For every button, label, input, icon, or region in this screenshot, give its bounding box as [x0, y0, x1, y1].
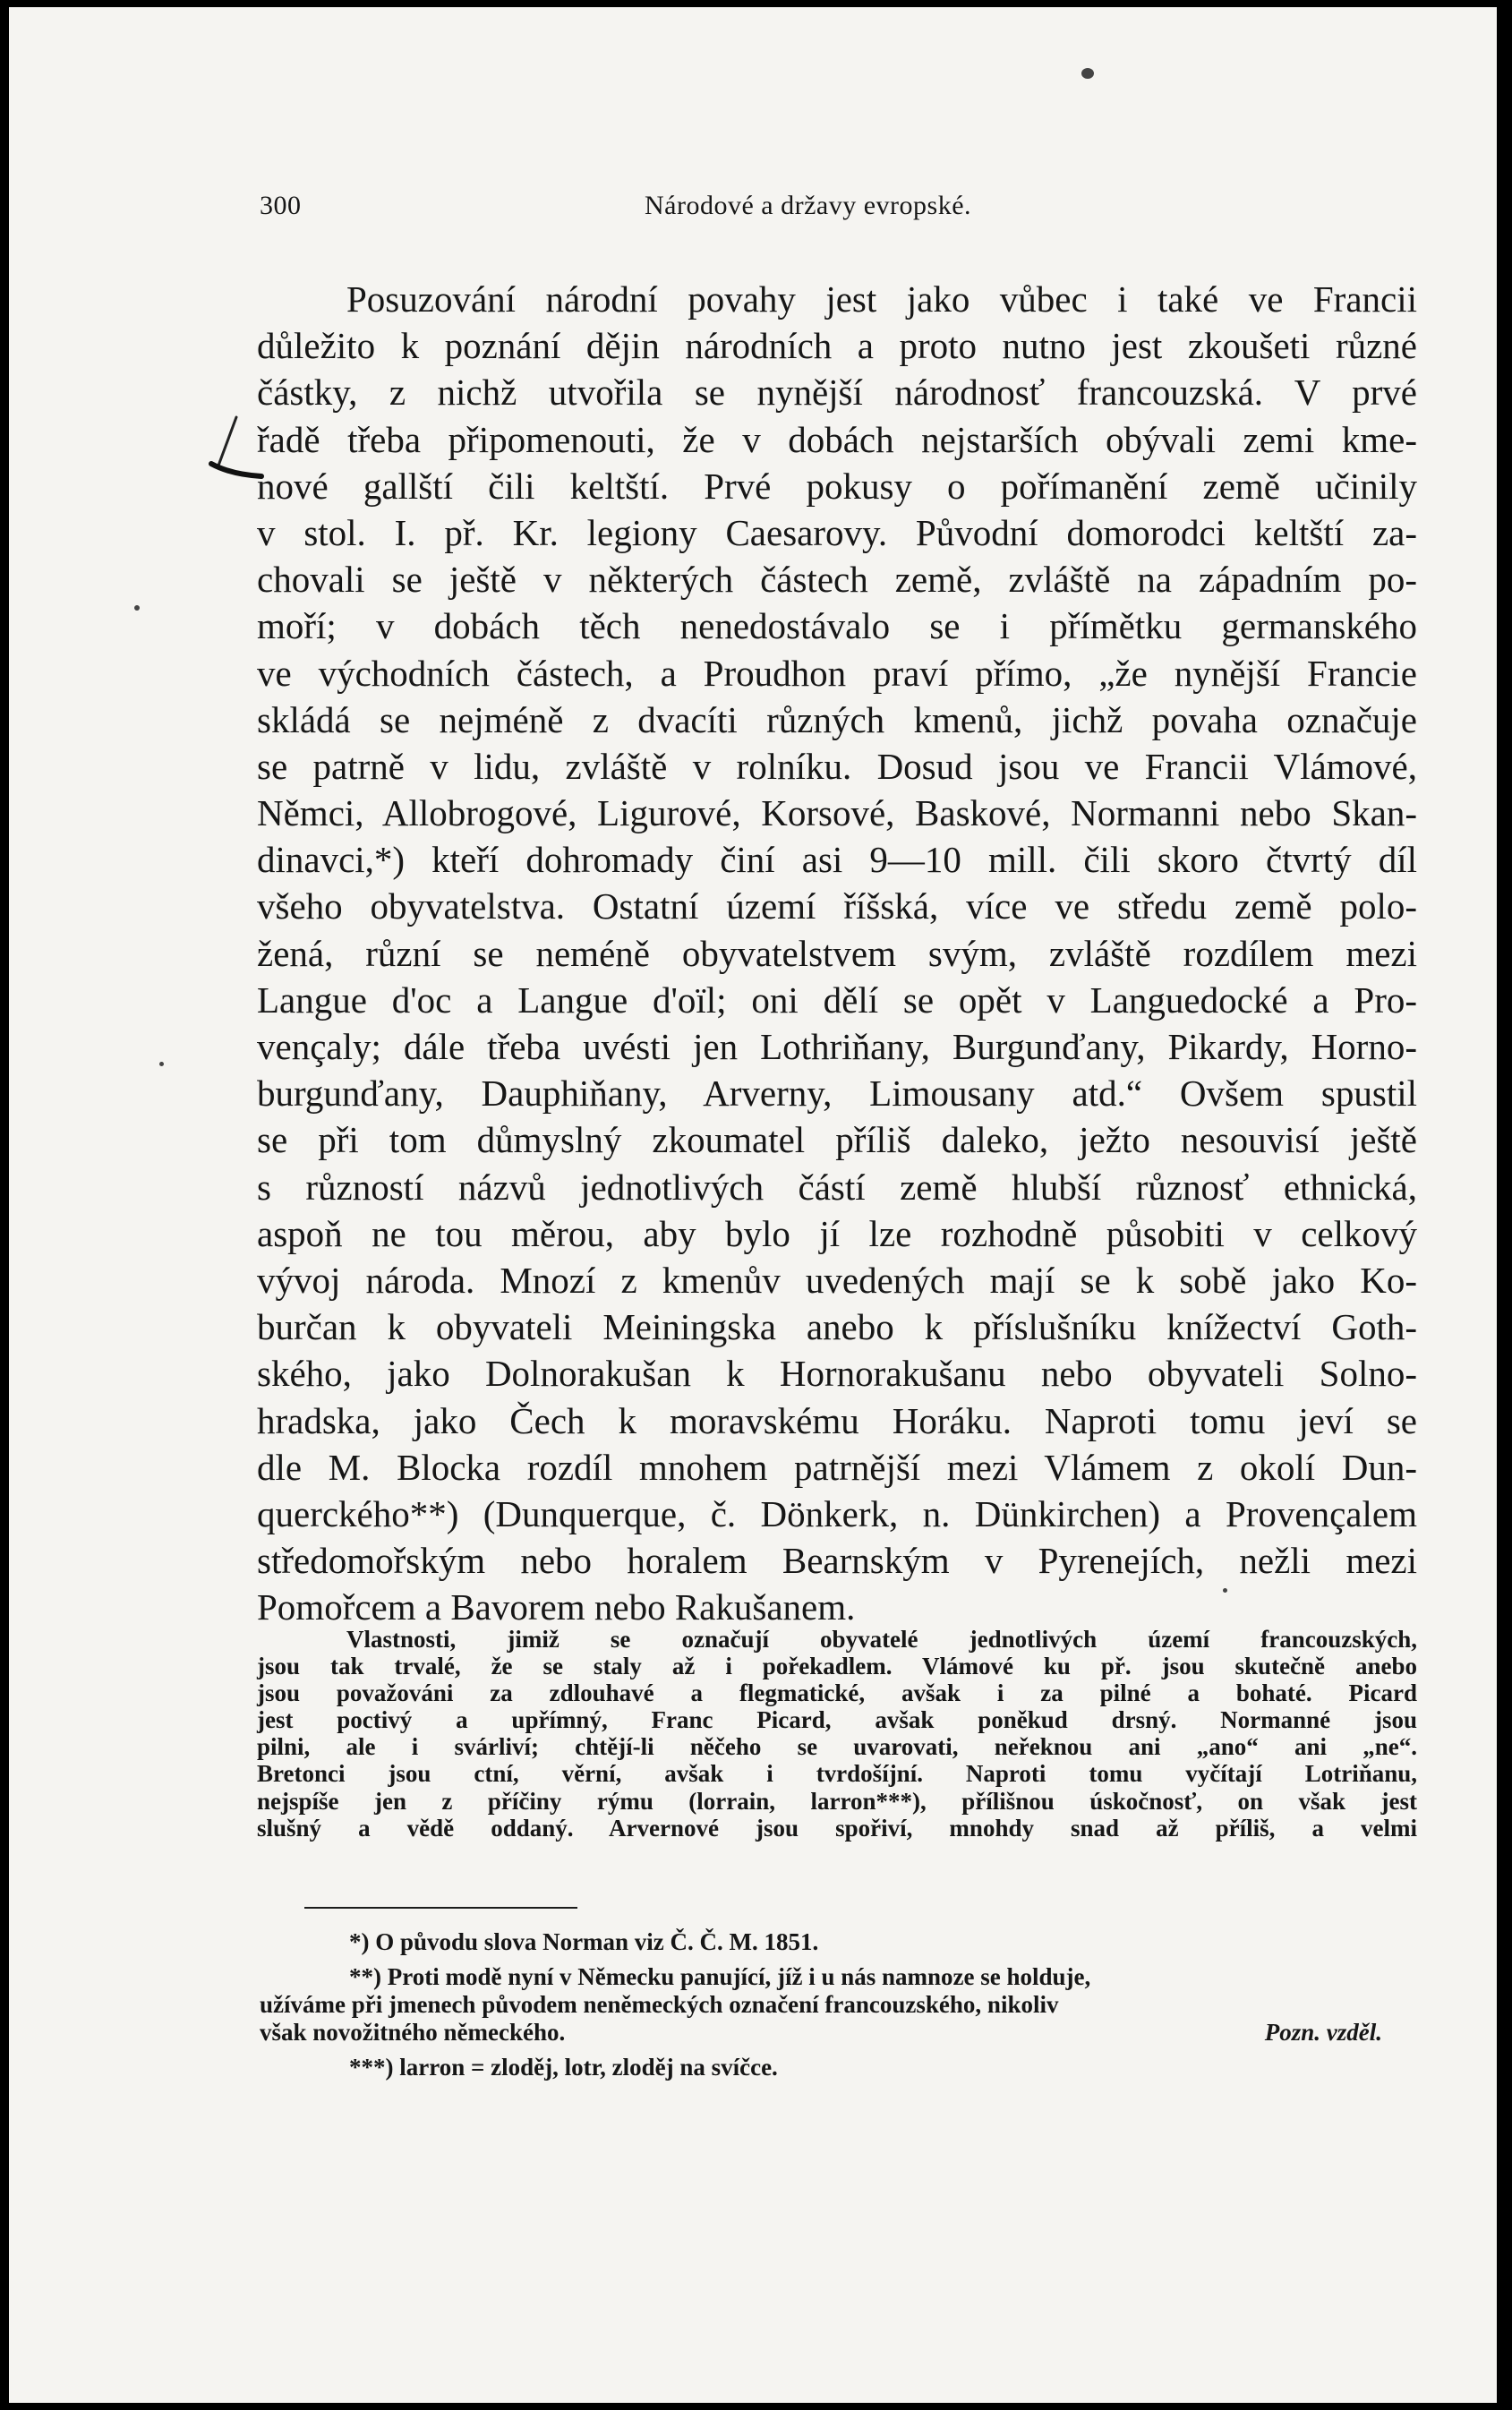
note-line: jsou tak trvalé, že se staly až i pořekadlem. Vlámové ku př. jsou skutečně anebo: [257, 1653, 1417, 1680]
footnote-divider: [304, 1907, 577, 1909]
text-line: hradska, jako Čech k moravskému Horáku. Naproti tomu jeví se: [257, 1399, 1417, 1441]
text-line: Němci, Allobrogové, Ligurové, Korsové, Baskové, Normanni nebo Skan-: [257, 792, 1417, 834]
text-line: středomořským nebo horalem Bearnským v Pyrenejích, nežli mezi: [257, 1540, 1417, 1582]
ink-speck: [1081, 68, 1094, 79]
text-line: moří; v dobách těch nenedostávalo se i přímětku germanského: [257, 605, 1417, 647]
text-line: v stol. I. př. Kr. legiony Caesarovy. Původní domorodci keltští za-: [257, 511, 1417, 553]
book-page: [9, 7, 1497, 2403]
note-line: Bretonci jsou ctní, věrní, avšak i tvrdošíjní. Naproti tomu vyčítají Lotriňanu,: [257, 1760, 1417, 1788]
text-line: řadě třeba připomenouti, že v dobách nejstarších obývali zemi kme-: [257, 418, 1417, 460]
note-line: jsou považováni za zdlouhavé a flegmatické, avšak i za pilné a bohaté. Picard: [257, 1679, 1417, 1707]
text-line: chovali se ještě v některých částech země, zvláště na západním po-: [257, 559, 1417, 601]
footnote-2-last-row: [260, 2019, 1420, 2047]
footnotes: [260, 1928, 1420, 2081]
text-line: ského, jako Dolnorakušan k Hornorakušanu nebo obyvateli Solno-: [257, 1353, 1417, 1395]
page-number: 300: [260, 191, 302, 220]
footnote-2-end: však novožitného německého.: [260, 2019, 566, 2046]
text-line: dinavci,*) kteří dohromady činí asi 9—10 mill. čili skoro čtvrtý díl: [257, 839, 1417, 881]
footnote-1: *) O původu slova Norman viz Č. Č. M. 1851.: [349, 1928, 819, 1955]
text-line: aspoň ne tou měrou, aby bylo jí lze rozhodně působiti v celkový: [257, 1212, 1417, 1254]
text-line: se patrně v lidu, zvláště v rolníku. Dosud jsou ve Francii Vlámové,: [257, 745, 1417, 787]
text-line: Langue d'oc a Langue d'oïl; oni dělí se opět v Languedocké a Pro-: [257, 979, 1417, 1021]
text-line: burgunďany, Dauphiňany, Arverny, Limousany atd.“ Ovšem spustil: [257, 1073, 1417, 1115]
footnote-2: **) Proti modě nyní v Německu panující, jíž i u nás namnoze se holduje,: [349, 1963, 1091, 1990]
main-body-text: [257, 276, 1417, 1630]
text-line: žená, různí se neméně obyvatelstvem svým, zvláště rozdílem mezi: [257, 932, 1417, 974]
note-line: pilni, ale i svárliví; chtějí-li něčeho se uvarovati, neřeknou ani „ano“ ani „ne“.: [257, 1733, 1417, 1761]
text-line: burčan k obyvateli Meiningska anebo k příslušníku knížectví Goth-: [257, 1306, 1417, 1348]
note-line: Vlastnosti, jimiž se označují obyvatelé jednotlivých území francouzských,: [346, 1626, 1417, 1653]
ink-speck: [1223, 1588, 1227, 1593]
note-line: nejspíše jen z příčiny rýmu (lorrain, larron***), přílišnou úskočnosť, on však jest: [257, 1787, 1417, 1815]
text-line: důležito k poznání dějin národních a proto nutno jest zkoušeti různé: [257, 325, 1417, 367]
margin-pencil-mark: [184, 412, 265, 510]
text-line: s růzností názvů jednotlivých částí země hlubší různosť ethnická,: [257, 1166, 1417, 1208]
text-line: Posuzování národní povahy jest jako vůbec i také ve Francii: [346, 278, 1417, 320]
note-line: slušný a vědě oddaný. Arvernové jsou spořiví, mnohdy snad až příliš, a velmi: [257, 1814, 1417, 1842]
text-line: všeho obyvatelstva. Ostatní území říšská, více ve středu země polo-: [257, 885, 1417, 927]
note-line: jest poctivý a upřímný, Franc Picard, avšak poněkud drsný. Normanné jsou: [257, 1706, 1417, 1734]
ink-speck: [134, 605, 140, 611]
text-line: querckého**) (Dunquerque, č. Dönkerk, n. Dünkirchen) a Provençalem: [257, 1492, 1417, 1534]
text-line: vençaly; dále třeba uvésti jen Lothriňany, Burgunďany, Pikardy, Horno-: [257, 1026, 1417, 1067]
running-title: Národové a državy evropské.: [645, 191, 972, 220]
editor-note-signature: Pozn. vzděl.: [1264, 2019, 1382, 2046]
footnote-3: ***) larron = zloděj, lotr, zloděj na svíčce.: [349, 2054, 778, 2081]
page-header: [260, 191, 1423, 226]
text-line: ve východních částech, a Proudhon praví přímo, „že nynější Francie: [257, 652, 1417, 694]
ink-speck: [159, 1062, 164, 1066]
footnote-2-continued: užíváme při jmenech původem neněmeckých označení francouzského, nikoliv: [260, 1991, 1059, 2018]
text-line: dle M. Blocka rozdíl mnohem patrnější mezi Vlámem z okolí Dun-: [257, 1446, 1417, 1488]
text-line: Pomořcem a Bavorem nebo Rakušanem.: [257, 1586, 856, 1628]
text-line: vývoj národa. Mnozí z kmenův uvedených mají se k sobě jako Ko-: [257, 1259, 1417, 1301]
text-line: skládá se nejméně z dvacíti různých kmenů, jichž povaha označuje: [257, 698, 1417, 740]
text-line: se při tom důmyslný zkoumatel příliš daleko, ježto nesouvisí ještě: [257, 1119, 1417, 1161]
text-line: nové gallští čili keltští. Prvé pokusy o pořímanění země učinily: [257, 465, 1417, 507]
small-print-note: [257, 1626, 1417, 1842]
text-line: částky, z nichž utvořila se nynější národnosť francouzská. V prvé: [257, 372, 1417, 414]
